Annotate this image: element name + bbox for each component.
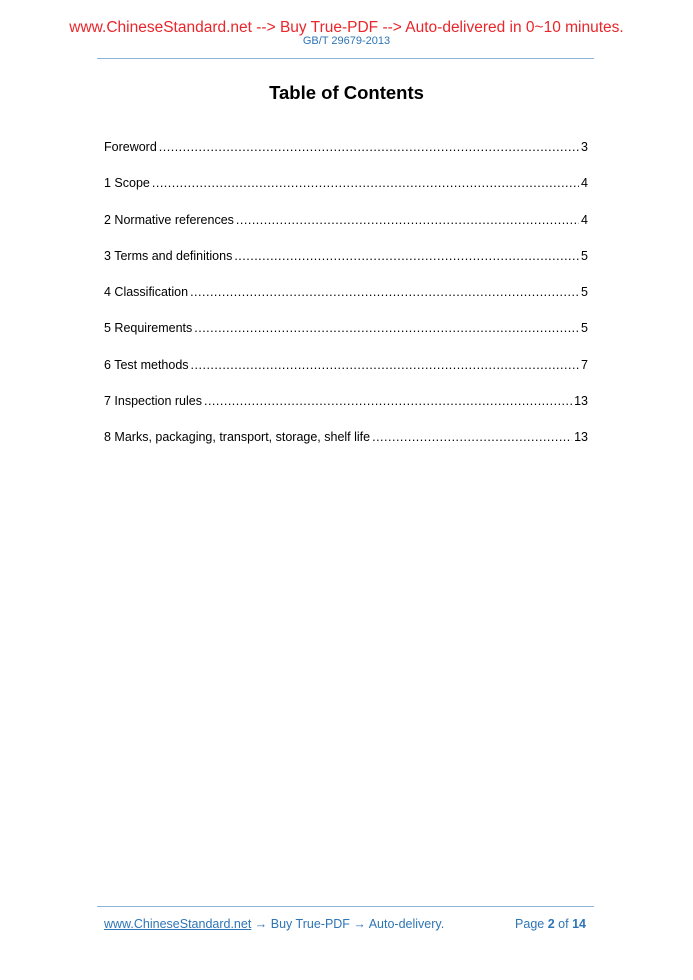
toc-entry-page: 4 bbox=[581, 212, 588, 227]
dot-leader bbox=[190, 283, 579, 301]
page-title: Table of Contents bbox=[269, 82, 424, 103]
dot-leader bbox=[152, 174, 579, 192]
toc-entry-page: 5 bbox=[581, 321, 588, 336]
toc-entry-scope[interactable] bbox=[104, 174, 588, 210]
toc-entry-label: 3 Terms and definitions bbox=[104, 248, 233, 263]
dot-leader bbox=[191, 356, 580, 374]
toc-entry-requirements[interactable] bbox=[104, 319, 588, 355]
toc-entry-page: 3 bbox=[581, 140, 588, 154]
standard-code: GB/T 29679-2013 bbox=[302, 35, 391, 47]
toc-entry-label: 1 Scope bbox=[104, 176, 150, 191]
table-of-contents bbox=[104, 138, 588, 465]
toc-entry-page: 13 bbox=[574, 430, 588, 445]
toc-entry-page: 5 bbox=[581, 285, 588, 300]
toc-entry-inspection-rules[interactable] bbox=[104, 392, 588, 428]
toc-entry-label: 2 Normative references bbox=[104, 212, 234, 227]
toc-entry-label: Foreword bbox=[104, 140, 157, 154]
dot-leader bbox=[372, 428, 572, 446]
header-divider bbox=[97, 58, 594, 59]
dot-leader bbox=[236, 211, 579, 229]
footer-promo bbox=[104, 915, 444, 933]
toc-entry-label: 8 Marks, packaging, transport, storage, shelf life bbox=[104, 430, 371, 445]
footer-site-link[interactable]: www.ChineseStandard.net bbox=[104, 917, 252, 931]
toc-entry-label: 4 Classification bbox=[104, 285, 189, 300]
toc-entry-classification[interactable] bbox=[104, 283, 588, 319]
dot-leader bbox=[159, 138, 579, 156]
toc-entry-normative-references[interactable] bbox=[104, 211, 588, 247]
dot-leader bbox=[194, 319, 579, 337]
page-word: Page bbox=[515, 917, 545, 931]
toc-entry-label: 5 Requirements bbox=[104, 321, 193, 336]
toc-entry-marks-packaging[interactable] bbox=[104, 428, 588, 464]
dot-leader bbox=[204, 392, 572, 410]
page-number bbox=[515, 915, 586, 933]
toc-entry-test-methods[interactable] bbox=[104, 356, 588, 392]
dot-leader bbox=[234, 247, 579, 265]
toc-entry-page: 4 bbox=[581, 176, 588, 191]
promo-banner-link[interactable]: www.ChineseStandard.net --> Buy True-PDF --> Auto-delivered in 0~10 minutes. bbox=[69, 19, 624, 36]
total-pages-number: 14 bbox=[572, 917, 586, 931]
toc-entry-foreword[interactable] bbox=[104, 138, 588, 174]
footer-divider bbox=[97, 906, 594, 907]
toc-entry-label: 7 Inspection rules bbox=[104, 394, 202, 409]
current-page-number: 2 bbox=[547, 917, 555, 931]
toc-entry-terms-and-definitions[interactable] bbox=[104, 247, 588, 283]
of-word: of bbox=[558, 917, 569, 931]
toc-entry-page: 5 bbox=[581, 248, 588, 263]
toc-entry-page: 7 bbox=[581, 357, 588, 372]
toc-entry-label: 6 Test methods bbox=[104, 357, 189, 372]
page-footer bbox=[104, 915, 586, 933]
toc-entry-page: 13 bbox=[574, 394, 588, 409]
footer-promo-text: → Buy True-PDF → Auto-delivery. bbox=[251, 917, 445, 931]
